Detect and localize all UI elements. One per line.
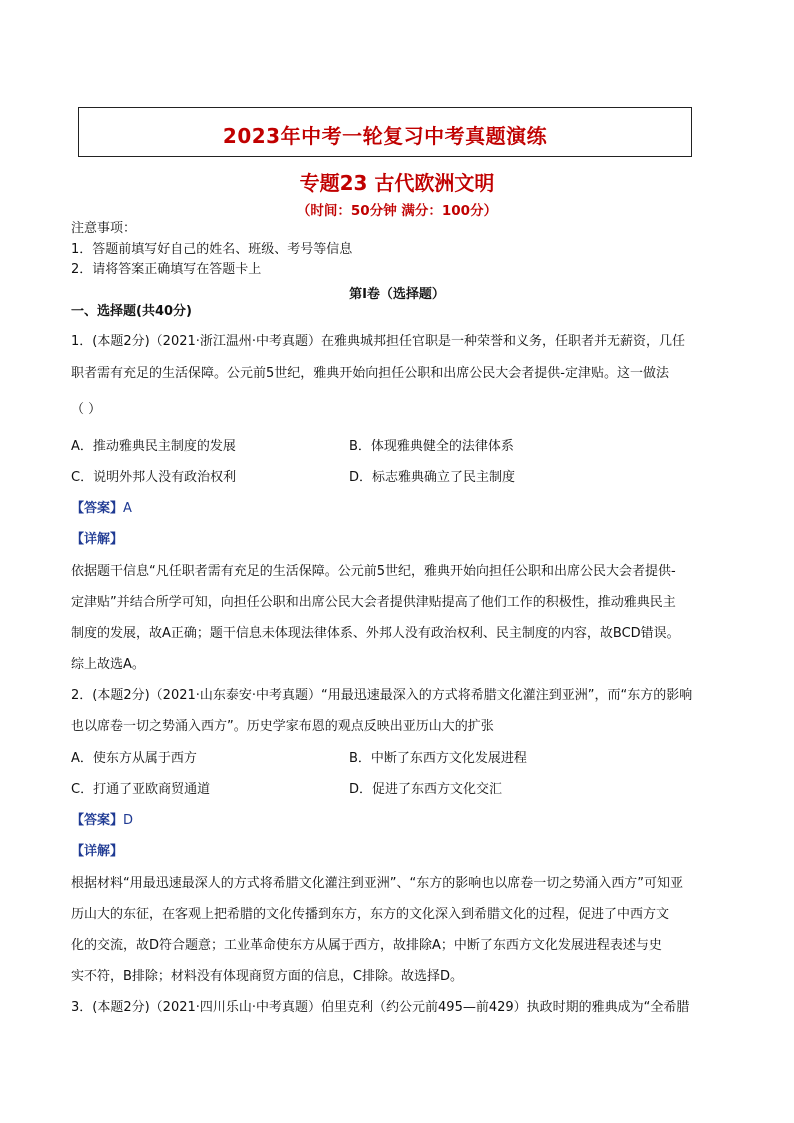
question-1-option-d: D．标志雅典确立了民主制度 (349, 470, 516, 485)
question-1-detail: 制度的发展，故A正确；题干信息未体现法律体系、外邦人没有政治权利、民主制度的内容，故BCD错误。 (71, 626, 680, 641)
question-2-detail: 化的交流，故D符合题意；工业革命使东方从属于西方，故排除A；中断了东西方文化发展进程表述与史 (71, 938, 662, 953)
answer-value: A (123, 501, 132, 516)
question-1-detail: 依据题干信息“凡任职者需有充足的生活保障。公元前5世纪，雅典开始向担任公职和出席公民大会者提供- (71, 564, 676, 579)
question-2-stem: 也以席卷一切之势涌入西方”。历史学家布恩的观点反映出亚历山大的扩张 (71, 719, 494, 734)
question-1-detail-label: 【详解】 (71, 532, 124, 547)
time-score-info: （时间：50分钟 满分：100分） (296, 203, 498, 219)
question-2-answer (71, 809, 133, 828)
part-title: 一、选择题(共40分) (71, 304, 192, 319)
question-1-detail: 综上故选A。 (71, 657, 145, 672)
question-2-option-a: A．使东方从属于西方 (71, 751, 197, 766)
question-1-detail: 定津贴”并结合所学可知，向担任公职和出席公民大会者提供津贴提高了他们工作的积极性，推动雅典民主 (71, 595, 676, 610)
question-2-detail: 实不符，B排除；材料没有体现商贸方面的信息，C排除。故选择D。 (71, 969, 464, 984)
title-box (78, 107, 692, 157)
question-2-option-c: C．打通了亚欧商贸通道 (71, 782, 211, 797)
question-2-detail: 根据材料“用最迅速最深人的方式将希腊文化灌注到亚洲”、“东方的影响也以席卷一切之势涌入西方”可知亚 (71, 876, 683, 891)
page-title: 2023年中考一轮复习中考真题演练 (222, 124, 548, 148)
question-1-blank: （ ） (71, 402, 102, 417)
question-1-option-a: A．推动雅典民主制度的发展 (71, 439, 236, 454)
question-1-option-b: B．体现雅典健全的法律体系 (349, 439, 514, 454)
answer-value: D (123, 813, 134, 828)
topic-subtitle: 专题23 古代欧洲文明 (299, 171, 495, 195)
question-2-detail: 历山大的东征，在客观上把希腊的文化传播到东方，东方的文化深入到希腊文化的过程，促进了中西方文 (71, 907, 670, 922)
question-1-answer (71, 497, 132, 516)
question-2-detail-label: 【详解】 (71, 844, 124, 859)
notice-heading: 注意事项： (71, 221, 137, 236)
notice-item: 1．答题前填写好自己的姓名、班级、考号等信息 (71, 242, 353, 257)
question-3-stem: 3．(本题2分)（2021·四川乐山·中考真题）伯里克利（约公元前495—前429）执政时期的雅典成为“全希腊 (71, 1000, 690, 1015)
question-2-option-d: D．促进了东西方文化交汇 (349, 782, 503, 797)
question-1-stem: 1．(本题2分)（2021·浙江温州·中考真题）在雅典城邦担任官职是一种荣誉和义务，任职者并无薪资，几任 (71, 334, 686, 349)
question-1-option-c: C．说明外邦人没有政治权利 (71, 470, 237, 485)
answer-label: 【答案】 (71, 501, 124, 516)
volume-title: 第I卷（选择题） (349, 287, 445, 302)
question-1-stem: 职者需有充足的生活保障。公元前5世纪，雅典开始向担任公职和出席公民大会者提供-定津贴。这一做法 (71, 366, 669, 381)
answer-label: 【答案】 (71, 813, 124, 828)
question-2-option-b: B．中断了东西方文化发展进程 (349, 751, 527, 766)
question-2-stem: 2．(本题2分)（2021·山东泰安·中考真题）“用最迅速最深入的方式将希腊文化灌注到亚洲”，而“东方的影响 (71, 688, 693, 703)
notice-item: 2．请将答案正确填写在答题卡上 (71, 262, 262, 277)
